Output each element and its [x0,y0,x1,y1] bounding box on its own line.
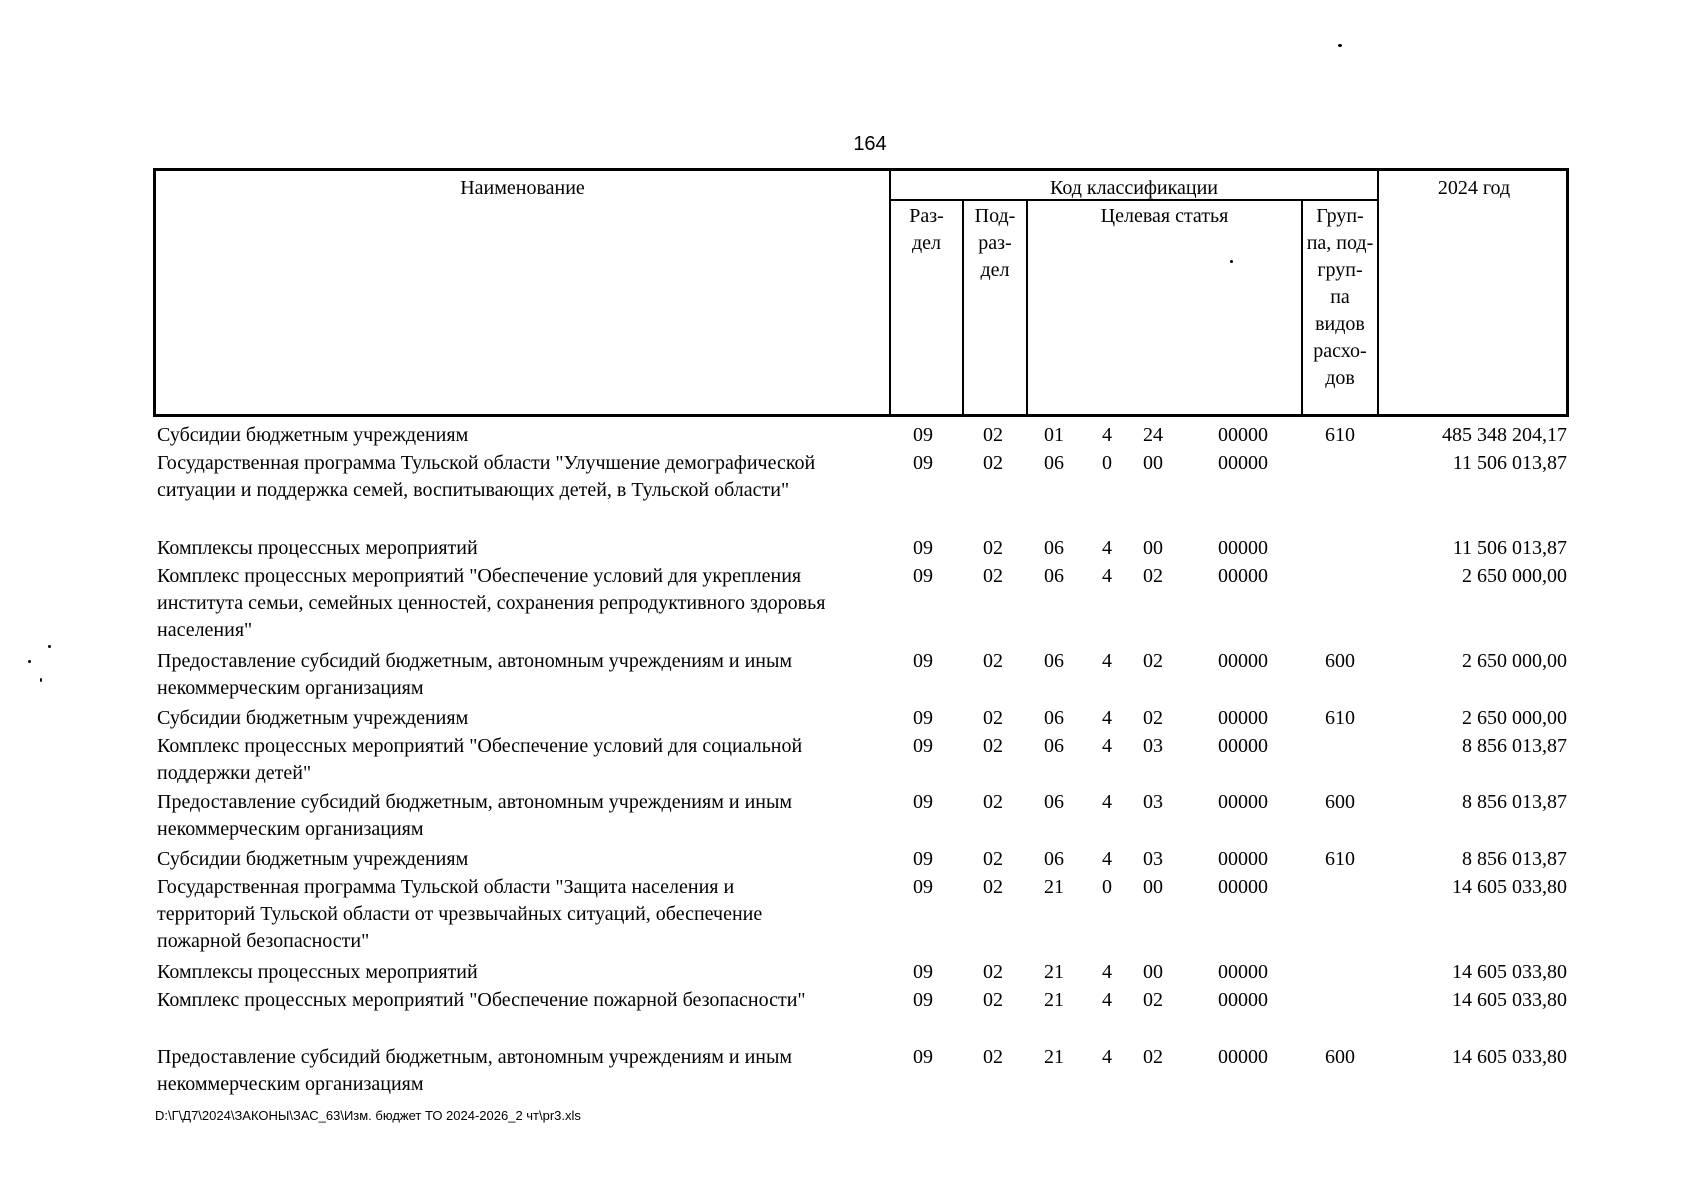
row-podrazdel: 02 [983,537,1003,559]
row-cs3: 02 [1143,707,1163,729]
row-razdel: 09 [913,961,933,983]
row-razdel: 09 [913,452,933,474]
row-podrazdel: 02 [983,735,1003,757]
row-sum: 8 856 013,87 [1462,735,1567,757]
header-subsection: Под- раз- дел [974,205,1016,281]
row-vr: 610 [1325,848,1355,870]
row-podrazdel: 02 [983,452,1003,474]
row-razdel: 09 [913,1046,933,1068]
scan-speck [48,645,51,648]
row-podrazdel: 02 [983,876,1003,898]
scan-speck [1338,44,1342,47]
row-razdel: 09 [913,537,933,559]
row-cs3: 02 [1143,565,1163,587]
row-name: Субсидии бюджетным учреждениям [157,424,469,446]
row-name: Комплекс процессных мероприятий "Обеспечение условий для укрепления института семьи, семейных ценностей, сохранения репродуктивного здоровья населения" [157,565,826,641]
row-cs2: 4 [1102,537,1112,559]
row-sum: 8 856 013,87 [1462,791,1567,813]
row-name: Государственная программа Тульской области "Улучшение демографической ситуации и поддержка семей, воспитывающих детей, в Тульской области" [157,452,816,501]
row-vr: 610 [1325,707,1355,729]
table-header [153,168,1569,417]
row-cs4: 00000 [1218,989,1268,1011]
row-razdel: 09 [913,424,933,446]
row-cs3: 02 [1143,1046,1163,1068]
row-cs1: 06 [1044,452,1064,474]
row-sum: 14 605 033,80 [1452,961,1567,983]
row-sum: 11 506 013,87 [1452,452,1567,474]
row-name: Комплексы процессных мероприятий [157,537,478,559]
page-number: 164 [853,133,887,155]
row-cs2: 4 [1102,735,1112,757]
row-sum: 2 650 000,00 [1462,707,1567,729]
header-name: Наименование [460,177,585,199]
header-expense-group: Груп- па, под- груп- па видов расхо- дов [1306,205,1374,389]
row-cs2: 0 [1102,876,1112,898]
row-cs4: 00000 [1218,424,1268,446]
row-podrazdel: 02 [983,989,1003,1011]
row-cs1: 06 [1044,735,1064,757]
row-cs2: 4 [1102,791,1112,813]
row-razdel: 09 [913,565,933,587]
row-cs2: 4 [1102,848,1112,870]
row-cs4: 00000 [1218,848,1268,870]
row-name: Предоставление субсидий бюджетным, автономным учреждениям и иным некоммерческим организациям [157,791,793,840]
row-cs4: 00000 [1218,537,1268,559]
row-sum: 14 605 033,80 [1452,1046,1567,1068]
header-divider [1377,171,1379,417]
row-razdel: 09 [913,989,933,1011]
row-sum: 11 506 013,87 [1452,537,1567,559]
row-name: Субсидии бюджетным учреждениям [157,707,469,729]
row-cs1: 21 [1044,876,1064,898]
row-cs2: 4 [1102,707,1112,729]
row-cs3: 00 [1143,452,1163,474]
row-podrazdel: 02 [983,707,1003,729]
row-sum: 8 856 013,87 [1462,848,1567,870]
row-cs3: 24 [1143,424,1163,446]
row-razdel: 09 [913,650,933,672]
header-divider [1026,199,1028,417]
row-vr: 610 [1325,424,1355,446]
row-name: Комплекс процессных мероприятий "Обеспечение пожарной безопасности" [157,989,806,1011]
row-sum: 14 605 033,80 [1452,989,1567,1011]
row-cs2: 4 [1102,989,1112,1011]
row-cs3: 02 [1143,989,1163,1011]
row-cs4: 00000 [1218,876,1268,898]
row-cs4: 00000 [1218,650,1268,672]
row-cs2: 4 [1102,1046,1112,1068]
row-razdel: 09 [913,707,933,729]
row-cs1: 06 [1044,565,1064,587]
row-podrazdel: 02 [983,424,1003,446]
row-name: Предоставление субсидий бюджетным, автономным учреждениям и иным некоммерческим организациям [157,1046,793,1095]
row-cs1: 06 [1044,848,1064,870]
row-sum: 14 605 033,80 [1452,876,1567,898]
row-vr: 600 [1325,791,1355,813]
file-path-footer: D:\Г\Д7\2024\ЗАКОНЫ\ЗАС_63\Изм. бюджет ТО 2024-2026_2 чт\pr3.xls [155,1108,581,1123]
row-sum: 2 650 000,00 [1462,650,1567,672]
row-cs4: 00000 [1218,735,1268,757]
row-cs3: 02 [1143,650,1163,672]
row-cs1: 06 [1044,537,1064,559]
header-section: Раз- дел [909,205,944,254]
row-podrazdel: 02 [983,791,1003,813]
row-cs3: 03 [1143,791,1163,813]
row-cs1: 06 [1044,707,1064,729]
row-cs3: 00 [1143,537,1163,559]
row-cs1: 01 [1044,424,1064,446]
header-target-article: Целевая статья [1100,205,1229,227]
row-cs4: 00000 [1218,961,1268,983]
row-cs1: 21 [1044,989,1064,1011]
row-cs2: 4 [1102,424,1112,446]
row-cs4: 00000 [1218,452,1268,474]
scan-speck [40,678,42,682]
row-cs3: 00 [1143,961,1163,983]
row-name: Государственная программа Тульской области "Защита населения и территорий Тульской области от чрезвычайных ситуаций, обеспечение пожарной безопасности" [157,876,763,952]
row-vr: 600 [1325,1046,1355,1068]
header-classification: Код классификации [1049,177,1219,199]
row-podrazdel: 02 [983,961,1003,983]
row-cs4: 00000 [1218,707,1268,729]
row-name: Комплекс процессных мероприятий "Обеспечение условий для социальной поддержки детей" [157,735,803,784]
row-razdel: 09 [913,791,933,813]
row-podrazdel: 02 [983,848,1003,870]
row-cs1: 06 [1044,650,1064,672]
row-podrazdel: 02 [983,650,1003,672]
row-sum: 485 348 204,17 [1442,424,1567,446]
row-name: Субсидии бюджетным учреждениям [157,848,469,870]
row-cs3: 03 [1143,735,1163,757]
row-cs4: 00000 [1218,791,1268,813]
row-vr: 600 [1325,650,1355,672]
row-cs1: 21 [1044,1046,1064,1068]
row-cs4: 00000 [1218,565,1268,587]
row-cs1: 06 [1044,791,1064,813]
row-name: Предоставление субсидий бюджетным, автономным учреждениям и иным некоммерческим организациям [157,650,793,699]
row-razdel: 09 [913,735,933,757]
scan-speck [28,660,31,663]
row-cs1: 21 [1044,961,1064,983]
row-razdel: 09 [913,876,933,898]
row-cs3: 03 [1143,848,1163,870]
row-cs3: 00 [1143,876,1163,898]
header-year: 2024 год [1437,177,1511,199]
row-sum: 2 650 000,00 [1462,565,1567,587]
row-cs2: 4 [1102,565,1112,587]
row-name: Комплексы процессных мероприятий [157,961,478,983]
row-cs2: 4 [1102,650,1112,672]
row-podrazdel: 02 [983,565,1003,587]
row-cs4: 00000 [1218,1046,1268,1068]
row-razdel: 09 [913,848,933,870]
row-cs2: 0 [1102,452,1112,474]
row-podrazdel: 02 [983,1046,1003,1068]
row-cs2: 4 [1102,961,1112,983]
